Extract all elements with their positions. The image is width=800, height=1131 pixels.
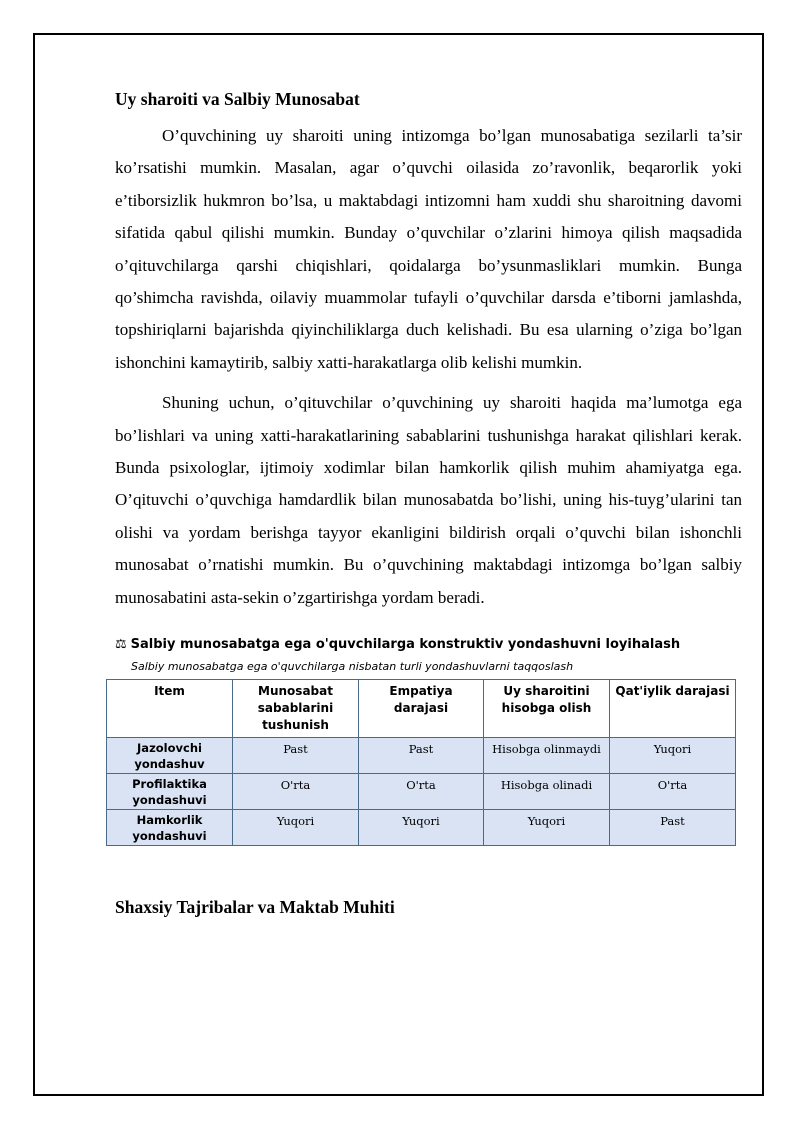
section-heading-personal-experiences: Shaxsiy Tajribalar va Maktab Muhiti: [115, 897, 395, 918]
table-caption: Salbiy munosabatga ega o'quvchilarga nisbatan turli yondashuvlarni taqqoslash: [131, 660, 574, 674]
table-title: [115, 636, 742, 654]
table-cell: Past: [233, 738, 359, 774]
table-row: [107, 774, 736, 810]
section-heading-home-conditions: Uy sharoiti va Salbiy Munosabat: [115, 89, 360, 109]
table-cell: Yuqori: [359, 810, 484, 846]
comparison-table: [106, 679, 736, 846]
document-body: [115, 85, 742, 921]
table-row: [107, 738, 736, 774]
header-strictness: Qat'iylik darajasi: [610, 680, 736, 738]
table-cell: Yuqori: [484, 810, 610, 846]
row-label: Hamkorlik yondashuvi: [107, 810, 233, 846]
row-label: Profilaktika yondashuvi: [107, 774, 233, 810]
paragraph-1: O’quvchining uy sharoiti uning intizomga bo’lgan munosabatiga sezilarli ta’sir ko’rsatishi mumkin. Masalan, agar o’quvchi oilasida zo’ravonlik, beqarorlik yoki e’tiborsizlik hukmron bo’lsa, u maktabdagi intizomni ham xuddi shu sharoitning davomi sifatida qabul qilishi mumkin. Bunday o’quvchilar o’zlarini himoya qilish maqsadida o’qituvchilarga qarshi chiqishlari, qoidalarga bo’ysunmasliklari mumkin. Bunga qo’shimcha ravishda, oilaviy muammolar tufayli o’quvchilar darsda e’tiborni jamlashda, topshiriqlarni bajarishda qiyinchiliklarga duch kelishadi. Bu esa ularning o’ziga bo’lgan ishonchini kamaytirib, salbiy xatti-harakatlarga olib kelishi mumkin.: [115, 126, 742, 372]
balance-scale-icon: ⚖: [115, 637, 127, 653]
table-cell: Past: [359, 738, 484, 774]
header-home-conditions: Uy sharoitini hisobga olish: [484, 680, 610, 738]
table-cell: O'rta: [233, 774, 359, 810]
row-label: Jazolovchi yondashuv: [107, 738, 233, 774]
table-cell: Hisobga olinmaydi: [484, 738, 610, 774]
header-item: Item: [107, 680, 233, 738]
table-header-row: [107, 680, 736, 738]
paragraph-2: Shuning uchun, o’qituvchilar o’quvchining uy sharoiti haqida ma’lumotga ega bo’lishlari va uning xatti-harakatlarining sabablarini tushunishga harakat qilishlari kerak. Bunda psixologlar, ijtimoiy xodimlar bilan hamkorlik qilish muhim ahamiyatga ega. O’qituvchi o’quvchiga hamdardlik bilan munosabatda bo’lishi, uning his-tuyg’ularini tan olishi va yordam berishga tayyor ekanligini bildirish orqali o’quvchi bilan ishonchli munosabat o’rnatishi mumkin. Bu o’quvchining maktabdagi intizomga bo’lgan salbiy munosabatini asta-sekin o’zgartirishga yordam beradi.: [115, 393, 742, 607]
table-cell: Yuqori: [233, 810, 359, 846]
table-cell: O'rta: [610, 774, 736, 810]
table-row: [107, 810, 736, 846]
header-understanding: Munosabat sabablarini tushunish: [233, 680, 359, 738]
table-cell: Yuqori: [610, 738, 736, 774]
table-cell: Hisobga olinadi: [484, 774, 610, 810]
table-cell: O'rta: [359, 774, 484, 810]
table-cell: Past: [610, 810, 736, 846]
header-empathy: Empatiya darajasi: [359, 680, 484, 738]
table-title-text: Salbiy munosabatga ega o'quvchilarga konstruktiv yondashuvni loyihalash: [130, 637, 681, 653]
